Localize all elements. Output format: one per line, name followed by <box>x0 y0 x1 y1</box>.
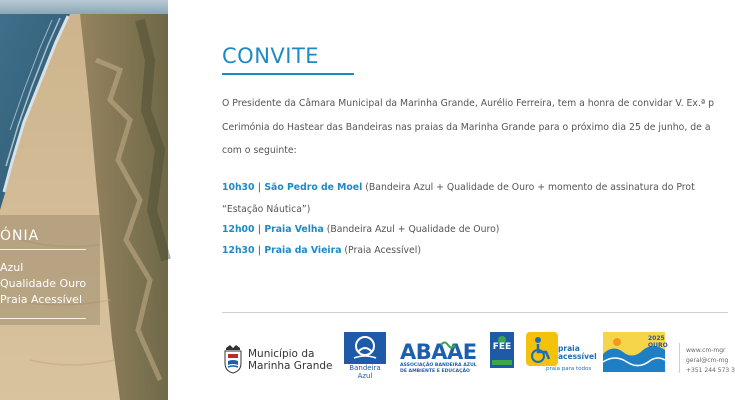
municipality-crest-icon <box>222 344 244 374</box>
program-time-1: 10h30 | São Pedro de Moel <box>222 182 363 193</box>
contacts-divider <box>679 343 680 373</box>
contacts-block <box>686 346 735 376</box>
contact-phone: +351 244 573 3 <box>686 367 735 374</box>
overlay-item-ouro: Qualidade Ouro <box>0 277 87 290</box>
program-item-3 <box>222 245 421 256</box>
paragraph-line-3: com o seguinte: <box>222 145 297 156</box>
praia-acessivel-line-1: praia <box>558 344 580 353</box>
program-item-1-continuation: “Estação Náutica”) <box>222 204 311 215</box>
fee-label: FEE <box>492 342 512 352</box>
paragraph-line-2: Cerimónia do Hastear das Bandeiras nas praias da Marinha Grande para o próximo dia 25 de junho, de a <box>222 122 711 133</box>
overlay-heading: ÓNIA <box>0 228 40 244</box>
municipality-line-1: Município da <box>248 348 315 360</box>
ouro-label: OURO <box>648 342 668 349</box>
overlay-divider <box>0 249 86 250</box>
invite-title: CONVITE <box>222 44 320 68</box>
contact-website[interactable]: www.cm-mgr <box>686 347 726 354</box>
program-item-2 <box>222 224 499 235</box>
beach-illustration <box>0 0 168 400</box>
abaae-subtitle <box>400 363 477 374</box>
program-detail-2: (Bandeira Azul + Qualidade de Ouro) <box>323 224 500 235</box>
abaae-subtitle-line-1: ASSOCIAÇÃO BANDEIRA AZUL <box>400 363 477 368</box>
municipality-name <box>248 348 332 372</box>
praia-acessivel-tagline: praia para todos <box>546 366 592 372</box>
ouro-year: 2025 <box>648 335 665 342</box>
ouro-badge <box>648 335 668 349</box>
footer-divider <box>222 312 728 313</box>
praia-acessivel-label <box>558 345 597 361</box>
abaae-logo-text: ABAAE <box>400 340 477 364</box>
contact-email[interactable]: geral@cm-mg <box>686 357 729 364</box>
program-detail-3: (Praia Acessível) <box>341 245 421 256</box>
accessible-beach-icon <box>526 332 558 366</box>
bandeira-azul-caption: Bandeira Azul <box>349 364 381 380</box>
abaae-subtitle-line-2: DE AMBIENTE E EDUCAÇÃO <box>400 368 470 374</box>
paragraph-line-1: O Presidente da Câmara Municipal da Marinha Grande, Aurélio Ferreira, tem a honra de convidar V. Ex.ª p <box>222 98 715 109</box>
municipality-line-2: Marinha Grande <box>248 360 333 372</box>
program-detail-1: (Bandeira Azul + Qualidade de Ouro + momento de assinatura do Prot <box>362 182 695 193</box>
beach-aerial-photo <box>0 0 168 400</box>
praia-acessivel-line-2: acessível <box>558 352 597 361</box>
title-underline <box>222 73 354 75</box>
program-time-3: 12h30 | Praia da Vieira <box>222 245 342 256</box>
overlay-item-azul: Azul <box>0 261 24 274</box>
program-item-1 <box>222 182 695 193</box>
overlay-divider-bottom <box>0 318 86 319</box>
bandeira-azul-logo <box>344 332 386 364</box>
overlay-item-acessivel: Praia Acessível <box>0 293 82 306</box>
abaae-wave-icon <box>441 339 455 349</box>
program-time-2: 12h00 | Praia Velha <box>222 224 324 235</box>
